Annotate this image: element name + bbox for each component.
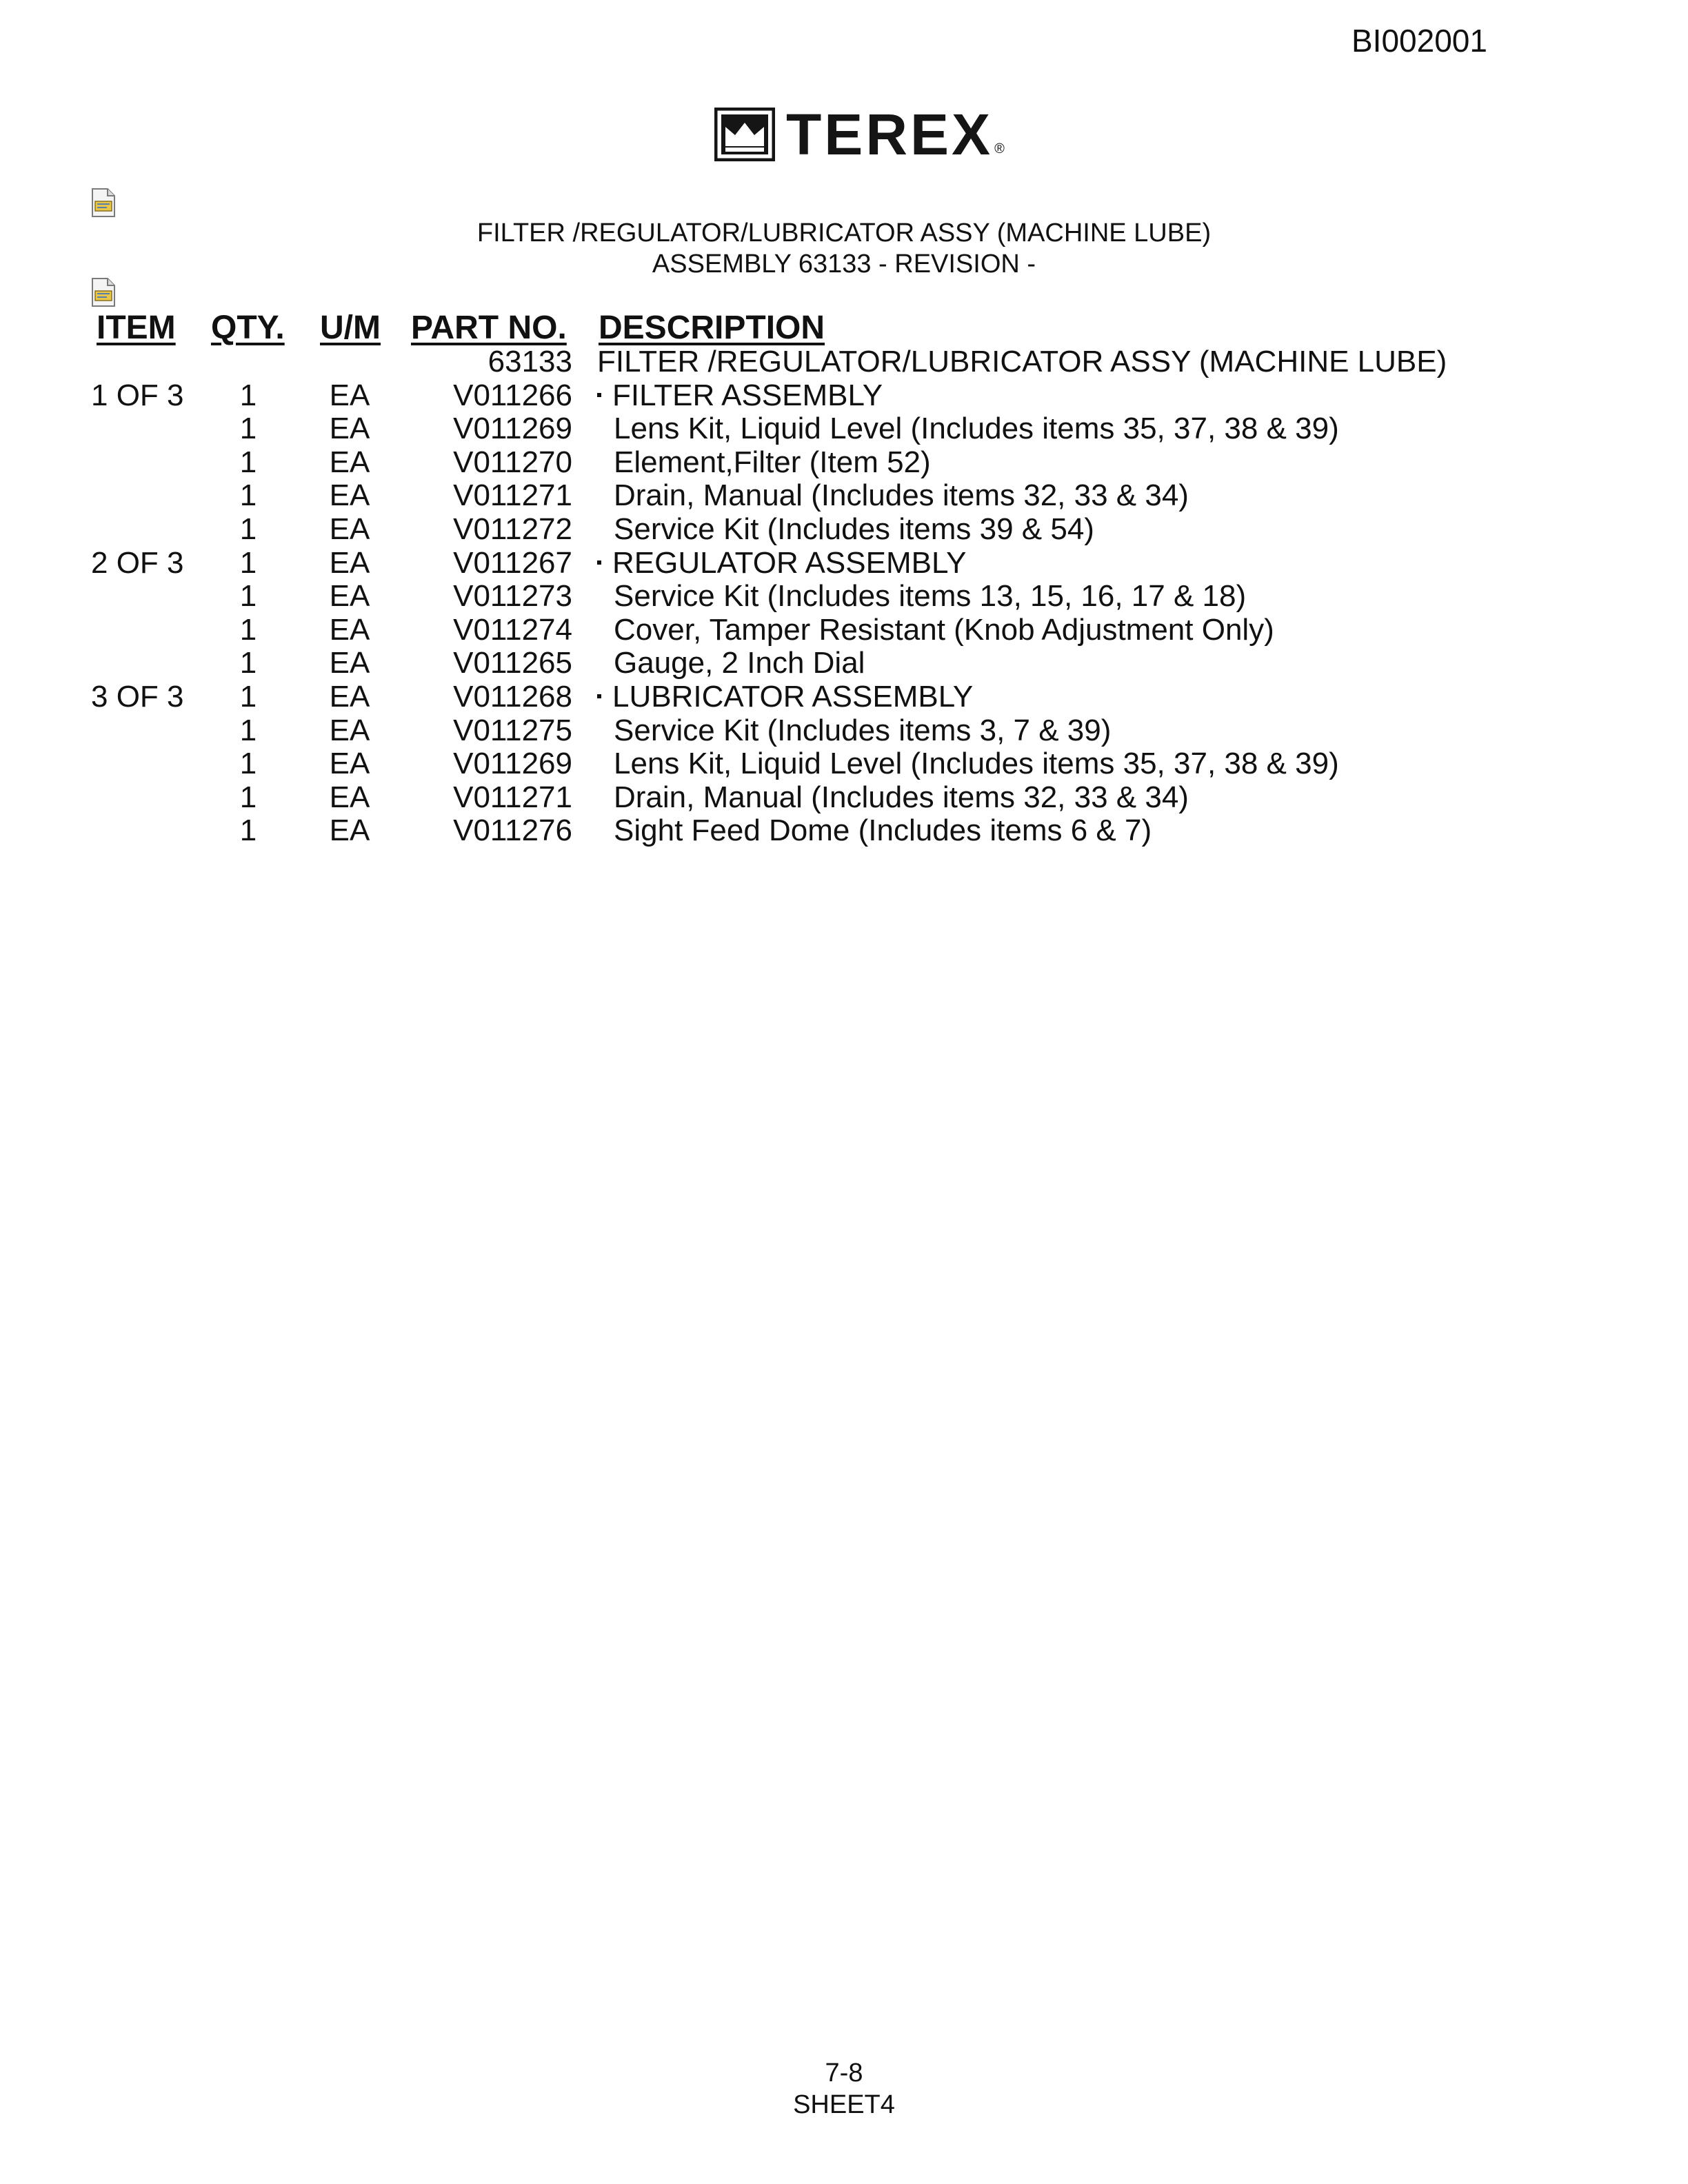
qty-cell: 1 (239, 680, 257, 714)
qty-cell: 1 (239, 646, 257, 680)
um-cell: EA (329, 412, 370, 445)
sheet-label: SHEET4 (793, 2090, 895, 2119)
um-cell: EA (329, 646, 370, 680)
logo-wordmark: TEREX (786, 102, 994, 167)
registered-mark: ® (994, 141, 1005, 156)
qty-cell: 1 (239, 747, 257, 780)
description-text: FILTER ASSEMBLY (612, 378, 883, 412)
part-number-cell: V011271 (453, 780, 572, 814)
qty-cell: 1 (239, 714, 257, 747)
header-part-no: PART NO. (411, 310, 567, 346)
description-text: Drain, Manual (Includes items 32, 33 & 34) (614, 780, 1189, 814)
um-cell: EA (329, 780, 370, 814)
part-number-cell: V011269 (453, 412, 572, 445)
header-qty: QTY. (211, 310, 285, 346)
description-cell (597, 378, 883, 412)
description-cell (614, 714, 1111, 747)
header-um: U/M (320, 310, 381, 346)
document-title (0, 218, 1688, 280)
description-text: Lens Kit, Liquid Level (Includes items 35, 37, 38 & 39) (614, 747, 1339, 780)
bullet-icon (597, 560, 601, 565)
title-line-2: ASSEMBLY 63133 - REVISION - (652, 250, 1036, 279)
description-cell (614, 412, 1339, 445)
description-cell (614, 512, 1094, 546)
description-text: Service Kit (Includes items 3, 7 & 39) (614, 714, 1112, 747)
qty-cell: 1 (239, 546, 257, 580)
part-number-cell: V011265 (453, 646, 572, 680)
header-description: DESCRIPTION (599, 310, 825, 346)
description-text: LUBRICATOR ASSEMBLY (612, 680, 974, 714)
page-number: 7-8 (825, 2059, 863, 2087)
description-text: Element,Filter (Item 52) (614, 445, 931, 479)
description-cell (597, 680, 973, 714)
page-footer (0, 2057, 1688, 2121)
um-cell: EA (329, 680, 370, 714)
qty-cell: 1 (239, 813, 257, 847)
description-cell (614, 478, 1189, 512)
um-cell: EA (329, 445, 370, 479)
part-number-cell: V011276 (453, 813, 572, 847)
um-cell: EA (329, 579, 370, 613)
header-item: ITEM (97, 310, 176, 346)
qty-cell: 1 (239, 512, 257, 546)
description-text: Drain, Manual (Includes items 32, 33 & 34) (614, 478, 1189, 512)
part-number-cell: V011266 (453, 378, 572, 412)
um-cell: EA (329, 546, 370, 580)
item-cell: 2 OF 3 (91, 546, 184, 580)
terex-logo (714, 102, 1005, 167)
description-text: Cover, Tamper Resistant (Knob Adjustment Only) (614, 613, 1274, 647)
description-cell (614, 613, 1274, 647)
description-cell (614, 646, 865, 680)
description-text: Service Kit (Includes items 13, 15, 16, 17 & 18) (614, 579, 1247, 613)
qty-cell: 1 (239, 579, 257, 613)
part-number-cell: V011270 (453, 445, 572, 479)
um-cell: EA (329, 378, 370, 412)
part-number-cell: V011271 (453, 478, 572, 512)
description-cell (614, 813, 1152, 847)
um-cell: EA (329, 747, 370, 780)
item-cell: 1 OF 3 (91, 378, 184, 412)
description-text: REGULATOR ASSEMBLY (612, 546, 967, 580)
document-link-icon[interactable] (90, 277, 117, 307)
part-number-cell: V011273 (453, 579, 572, 613)
part-number-cell: 63133 (488, 345, 572, 378)
um-cell: EA (329, 813, 370, 847)
bullet-icon (597, 694, 601, 698)
qty-cell: 1 (239, 613, 257, 647)
description-cell (614, 445, 931, 479)
um-cell: EA (329, 714, 370, 747)
qty-cell: 1 (239, 445, 257, 479)
part-number-cell: V011274 (453, 613, 572, 647)
description-cell (614, 579, 1246, 613)
qty-cell: 1 (239, 780, 257, 814)
description-text: Gauge, 2 Inch Dial (614, 646, 865, 680)
part-number-cell: V011272 (453, 512, 572, 546)
bullet-icon (597, 393, 601, 397)
part-number-cell: V011275 (453, 714, 572, 747)
terex-crown-icon (714, 108, 775, 161)
part-number-cell: V011269 (453, 747, 572, 780)
qty-cell: 1 (239, 478, 257, 512)
um-cell: EA (329, 613, 370, 647)
description-text: Sight Feed Dome (Includes items 6 & 7) (614, 813, 1152, 847)
description-text: Lens Kit, Liquid Level (Includes items 35, 37, 38 & 39) (614, 412, 1339, 445)
description-cell (614, 747, 1339, 780)
um-cell: EA (329, 478, 370, 512)
description-text: FILTER /REGULATOR/LUBRICATOR ASSY (MACHINE LUBE) (597, 345, 1447, 378)
qty-cell: 1 (239, 412, 257, 445)
description-cell (597, 345, 1447, 378)
um-cell: EA (329, 512, 370, 546)
item-cell: 3 OF 3 (91, 680, 184, 714)
description-cell (597, 546, 967, 580)
part-number-cell: V011267 (453, 546, 572, 580)
title-line-1: FILTER /REGULATOR/LUBRICATOR ASSY (MACHINE LUBE) (476, 219, 1212, 247)
description-cell (614, 780, 1189, 814)
document-link-icon[interactable] (90, 188, 117, 218)
description-text: Service Kit (Includes items 39 & 54) (614, 512, 1094, 546)
qty-cell: 1 (239, 378, 257, 412)
part-number-cell: V011268 (453, 680, 572, 714)
document-id: BI002001 (1352, 23, 1487, 59)
